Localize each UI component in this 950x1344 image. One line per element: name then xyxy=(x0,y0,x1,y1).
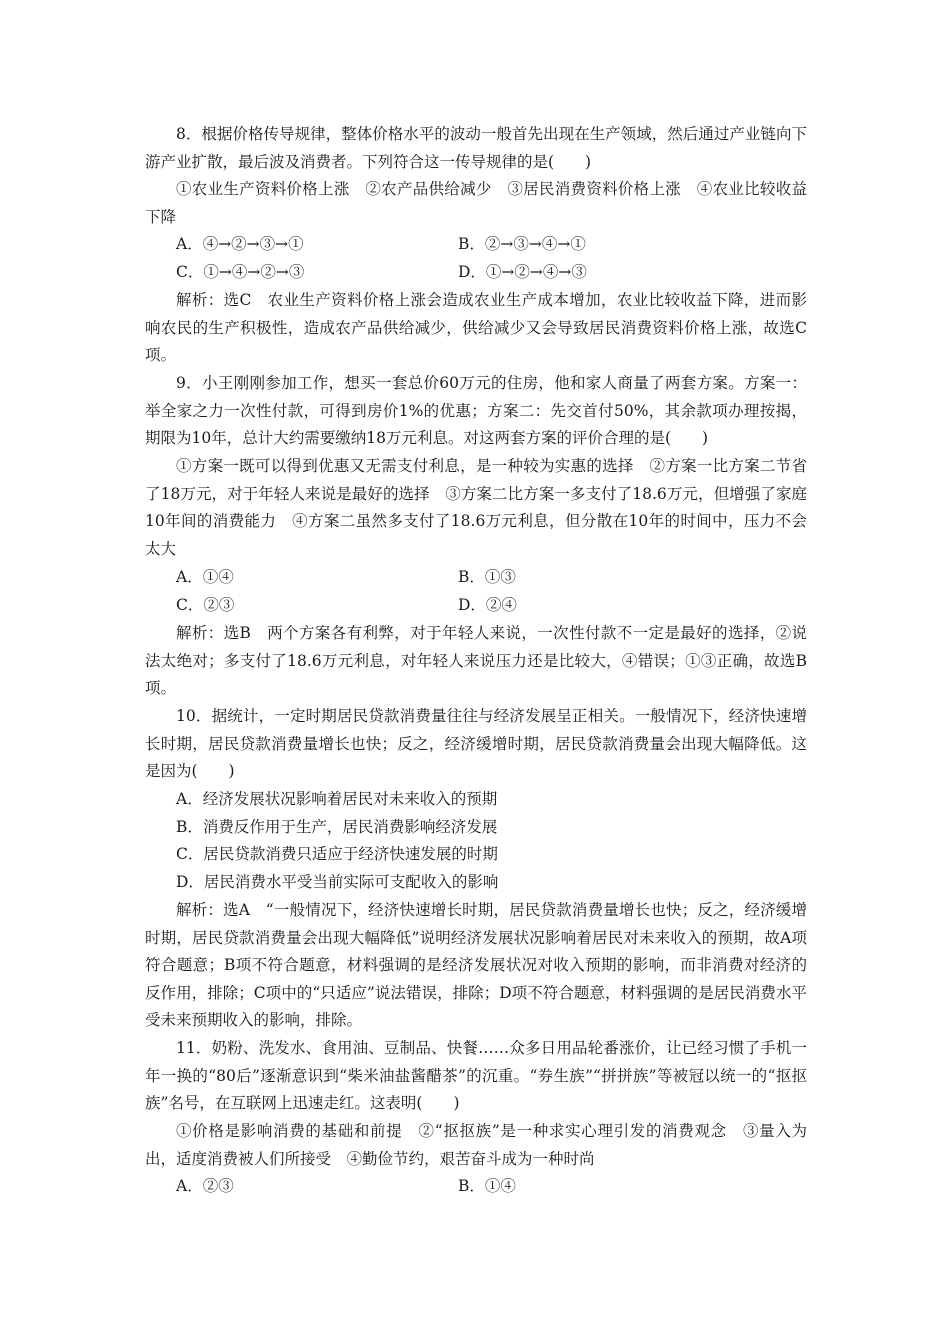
question-8-stem: 8．根据价格传导规律，整体价格水平的波动一般首先出现在生产领域，然后通过产业链向下游产业扩散，最后波及消费者。下列符合这一传导规律的是( ) xyxy=(145,125,807,171)
question-8-items: ①农业生产资料价格上涨 ②农产品供给减少 ③居民消费资料价格上涨 ④农业比较收益下降 xyxy=(145,180,807,226)
question-9-option-c: C．②③ xyxy=(176,596,235,614)
question-11-option-a: A．②③ xyxy=(176,1177,234,1195)
question-8-option-d: D．①→②→④→③ xyxy=(458,263,587,281)
question-9-option-a: A．①④ xyxy=(176,568,234,586)
question-9-option-d: D．②④ xyxy=(458,596,517,614)
question-10-option-d: D．居民消费水平受当前实际可支配收入的影响 xyxy=(176,873,499,891)
question-10-option-a: A．经济发展状况影响着居民对未来收入的预期 xyxy=(176,790,498,808)
question-8-option-c: C．①→④→②→③ xyxy=(176,263,305,281)
question-9-items: ①方案一既可以得到优惠又无需支付利息，是一种较为实惠的选择 ②方案一比方案二节省了18万元，对于年轻人来说是最好的选择 ③方案二比方案一多支付了18.6万元，但增强了家庭10年间的消费能力 ④方案二虽然多支付了18.6万元利息，但分散在10年的时间中，压力不会太大 xyxy=(145,457,807,558)
question-10-option-c: C．居民贷款消费只适应于经济快速发展的时期 xyxy=(176,845,498,863)
question-11-items: ①价格是影响消费的基础和前提 ②“抠抠族”是一种求实心理引发的消费观念 ③量入为出，适度消费被人们所接受 ④勤俭节约，艰苦奋斗成为一种时尚 xyxy=(145,1122,807,1168)
question-11-option-b: B．①④ xyxy=(458,1177,516,1195)
question-8-analysis: 解析：选C 农业生产资料价格上涨会造成农业生产成本增加，农业比较收益下降，进而影响农民的生产积极性，造成农产品供给减少，供给减少又会导致居民消费资料价格上涨，故选C项。 xyxy=(145,291,807,365)
question-10-option-b: B．消费反作用于生产，居民消费影响经济发展 xyxy=(176,818,498,836)
question-9-analysis: 解析：选B 两个方案各有利弊，对于年轻人来说，一次性付款不一定是最好的选择，②说法太绝对；多支付了18.6万元利息，对年轻人来说压力还是比较大，④错误；①③正确，故选B项。 xyxy=(145,624,807,698)
question-8-option-b: B．②→③→④→① xyxy=(458,235,586,253)
question-9-option-b: B．①③ xyxy=(458,568,516,586)
question-10-stem: 10．据统计，一定时期居民贷款消费量往往与经济发展呈正相关。一般情况下，经济快速增长时期，居民贷款消费量增长也快；反之，经济缓增时期，居民贷款消费量会出现大幅降低。这是因为( ) xyxy=(145,707,807,781)
question-11-stem: 11．奶粉、洗发水、食用油、豆制品、快餐……众多日用品轮番涨价，让已经习惯了手机一年一换的“80后”逐渐意识到“柴米油盐酱醋茶”的沉重。“券生族”“拼拼族”等被冠以统一的“抠抠族”名号，在互联网上迅速走红。这表明( ) xyxy=(145,1039,807,1113)
question-8-option-a: A．④→②→③→① xyxy=(176,235,304,253)
question-10-analysis: 解析：选A “一般情况下，经济快速增长时期，居民贷款消费量增长也快；反之，经济缓增时期，居民贷款消费量会出现大幅降低”说明经济发展状况影响着居民对未来收入的预期，故A项符合题意；B项不符合题意，材料强调的是经济发展状况对收入预期的影响，而非消费对经济的反作用，排除；C项中的“只适应”说法错误，排除；D项不符合题意，材料强调的是居民消费水平受未来预期收入的影响，排除。 xyxy=(145,901,807,1030)
question-9-stem: 9．小王刚刚参加工作，想买一套总价60万元的住房，他和家人商量了两套方案。方案一：举全家之力一次性付款，可得到房价1%的优惠；方案二：先交首付50%，其余款项办理按揭，期限为10年，总计大约需要缴纳18万元利息。对这两套方案的评价合理的是( ) xyxy=(145,374,807,448)
